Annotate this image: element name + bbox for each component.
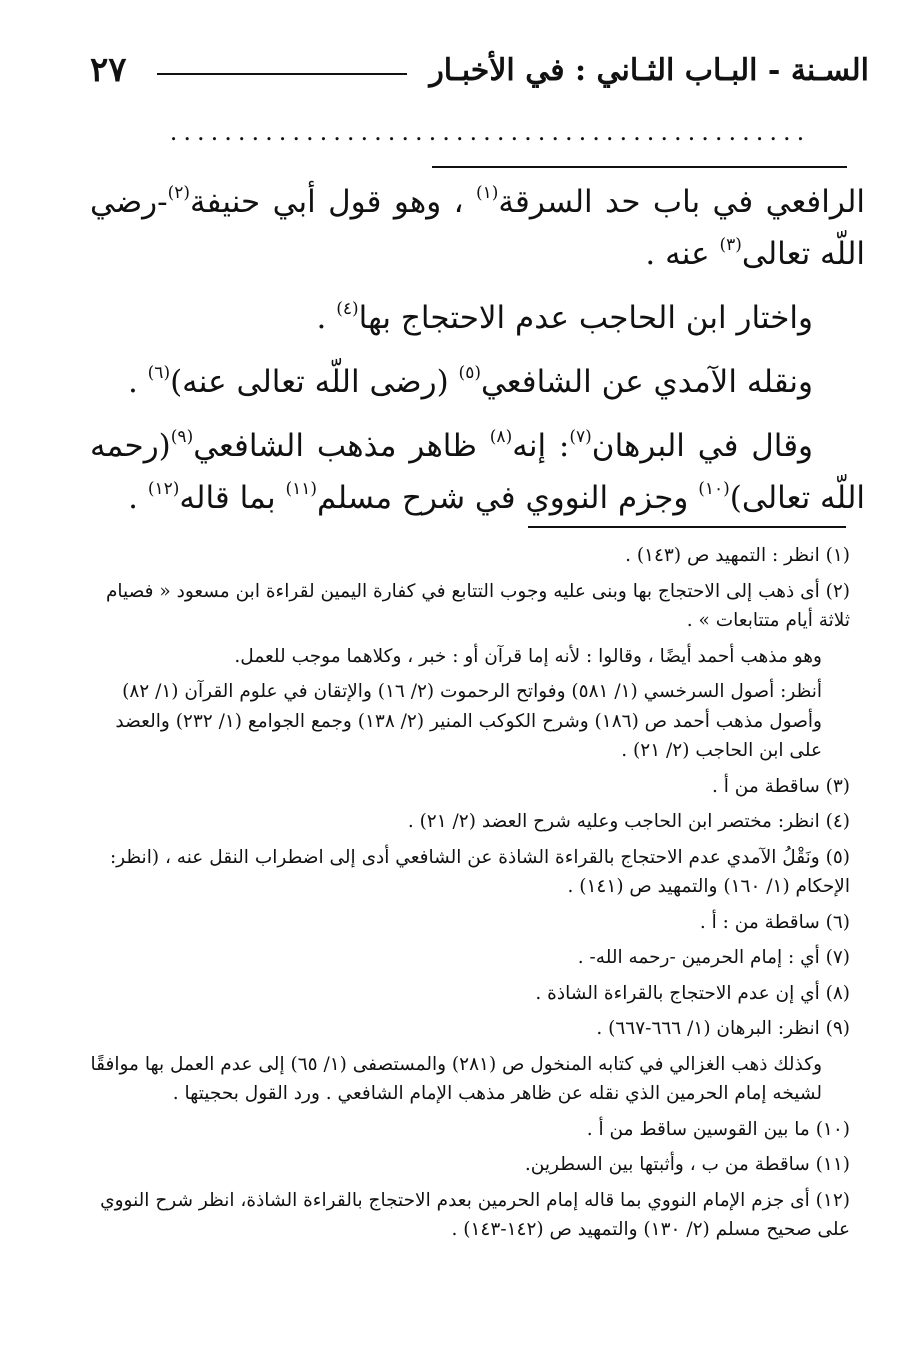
main-text: [90, 176, 865, 524]
paragraph-1: الرافعي في باب حد السرقة$^{(١)}$ ، وهو قول أبي حنيفة$^{(٢)}$-رضي اللّه تعالى$^{(٣)}$ عنه .: [90, 183, 865, 272]
footnote-6: (٦) ساقطة من : أ .: [699, 911, 850, 933]
footnote-ref: (١١): [285, 479, 317, 499]
footnote-2-references: أنظر: أصول السرخسي (١/ ٥٨١) وفواتح الرحموت (٢/ ١٦) والإتقان في علوم القرآن (١/ ٨٢) وأصول مذهب أحمد ص (١٨٦) وشرح الكوكب المنير (٢/ ١٣٨) وجمع الجوامع (١/ ٢٣٢) والعضد على ابن الحاجب (٢/ ٢١) .: [115, 681, 822, 761]
footnote-ref: (٥): [458, 363, 481, 383]
running-header: [90, 40, 869, 100]
footnote-ref: (٣): [719, 235, 742, 255]
paragraph-3: ونقله الآمدي عن الشافعي$^{(٥)}$ (رضى اللّه تعالى عنه)$^{(٦)}$ .: [127, 363, 813, 400]
page-number: ٢٧: [90, 50, 127, 90]
footnote-10: (١٠) ما بين القوسين ساقط من أ .: [586, 1118, 850, 1140]
footnote-ref: (٤): [336, 299, 359, 319]
footnote-ref: (٧): [569, 427, 592, 447]
footnote-9: (٩) انظر: البرهان (١/ ٦٦٦-٦٦٧) .: [596, 1018, 850, 1039]
footnote-ref: (٩): [170, 427, 194, 447]
dotted-separator: ...............................................: [169, 118, 811, 146]
footnote-ref: (١): [475, 183, 499, 203]
paragraph-2: واختار ابن الحاجب عدم الاحتجاج بها$^{(٤)}$ .: [316, 299, 813, 336]
paragraph-4: وقال في البرهان$^{(٧)}$: إنه$^{(٨)}$ ظاهر مذهب الشافعي$^{(٩)}$(رحمه اللّه تعالى)$^{(١٠)}$ وجزم النووي في شرح مسلم$^{(١١)}$ بما قاله$^{(١٢)}$ .: [90, 427, 865, 516]
footnote-ref: (٨): [489, 427, 513, 447]
footnote-4: (٤) انظر: مختصر ابن الحاجب وعليه شرح العضد (٢/ ٢١) .: [407, 811, 850, 832]
footnote-7: (٧) أي : إمام الحرمين -رحمه الله- .: [577, 947, 850, 968]
footnote-1: (١) انظر : التمهيد ص (١٤٣) .: [625, 545, 850, 566]
footnote-2: (٢) أى ذهب إلى الاحتجاج بها وبنى عليه وجوب التتابع في كفارة اليمين لقراءة ابن مسعود « فصيام ثلاثة أيام متتابعات » .: [105, 580, 850, 631]
footnote-ref: (١٠): [698, 479, 730, 499]
footnote-3: (٣) ساقطة من أ .: [712, 775, 850, 797]
footnote-ref: (٢): [167, 183, 191, 203]
footnote-ref: (١٢): [147, 479, 180, 499]
footnote-8: (٨) أي إن عدم الاحتجاج بالقراءة الشاذة .: [535, 982, 850, 1004]
running-title: السـنة - البـاب الثـاني : في الأخبـار: [429, 52, 869, 88]
footnotes: [88, 541, 850, 1251]
footnote-11: (١١) ساقطة من ب ، وأثبتها بين السطرين.: [524, 1154, 850, 1175]
footnote-9-continued: وكذلك ذهب الغزالي في كتابه المنخول ص (٢٨١) والمستصفى (١/ ٦٥) إلى عدم العمل بها موافقًا لشيخه إمام الحرمين الذي نقله عن ظاهر مذهب الإمام الشافعي . ورد القول بحجيتها .: [90, 1053, 822, 1104]
footnote-separator: [528, 526, 846, 528]
footnote-2-continued: وهو مذهب أحمد أيضًا ، وقالوا : لأنه إما قرآن أو : خبر ، وكلاهما موجب للعمل.: [234, 645, 822, 667]
footnote-12: (١٢) أى جزم الإمام النووي بما قاله إمام الحرمين بعدم الاحتجاج بالقراءة الشاذة، انظر شرح النووي على صحيح مسلم (٢/ ١٣٠) والتمهيد ص (١٤٢-١٤٣) .: [100, 1189, 850, 1240]
footnote-5: (٥) ونَقْلُ الآمدي عدم الاحتجاج بالقراءة الشاذة عن الشافعي أدى إلى اضطراب النقل عنه ، (انظر: الإحكام (١/ ١٦٠) والتمهيد ص (١٤١) .: [109, 846, 850, 897]
footnote-ref: (٦): [147, 363, 171, 383]
top-rule: [432, 166, 847, 168]
header-rule: [157, 73, 408, 75]
